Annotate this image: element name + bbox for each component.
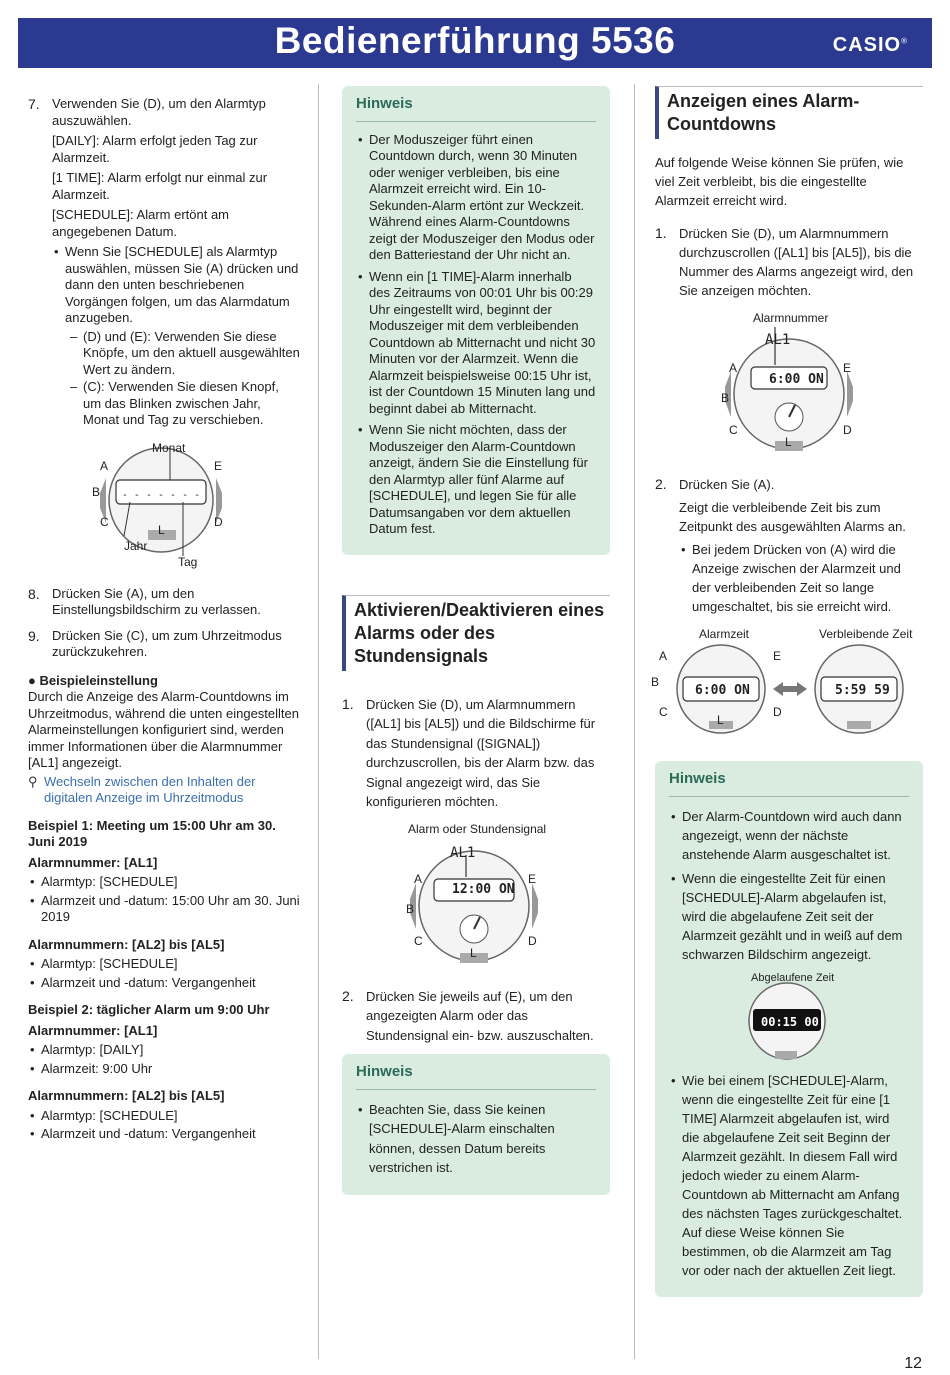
watch-figure-countdown-toggle: Alarmzeit Verbleibende Zeit 6:00 ON 5:59 59 A B C D E L <box>649 625 923 735</box>
column-divider <box>634 84 635 1359</box>
note-box-1: Hinweis • Der Moduszeiger führt einen Countdown durch, wenn 30 Minuten oder weniger verbleiben, bis eine Alarmzeit erreicht wird. Ein 10-Sekunden-Alarm ertönt zur Weckzeit. Während eines Alarm-Countdowns zeigt der Moduszeiger den Modus oder den Batteriestand der Uhr nicht an. • Wenn ein [1 TIME]-Alarm innerhalb des Zeitraums von 00:01 Uhr bis 00:29 Uhr eingestellt wird, beginnt der Moduszeiger mit dem verbleibenden Countdown ab Mitternacht und nicht 30 Minuten vor der Alarmzeit. Wenn die Alarmzeit beispielsweise 00:15 Uhr ist, ist der Countdown 15 Minuten lang und beginnt dabei ab Mitternacht. • Wenn Sie nicht möchten, dass der Moduszeiger den Alarm-Countdown anzeigt, ändern Sie die Einstellung für den Alarmtyp aller fünf Alarme auf [SCHEDULE], und legen Sie für alle Datumsangaben vor dem aktuellen Datum fest. <box>342 86 610 555</box>
note-box-3: Hinweis • Der Alarm-Countdown wird auch dann angezeigt, wenn der nächste anstehende Alarm ausgeschaltet ist. • Wenn die eingestellte Zeit für einen [SCHEDULE]-Alarm abgelaufen ist, wird die abgelaufene Zeit seit der Alarmzeit gezählt und in weiß auf dem schwarzen Bildschirm angezeigt. Abgelaufene Zeit 00:15 00 • Wie bei einem [SCHEDULE]-Alarm, wenn die eingestellte Zeit für eine [1 TIME] Alarmzeit abgelaufen ist, wird die abgelaufene Zeit seit Beginn der Alarmzeit gezählt. In diesem Fall wird jedoch wieder zu einem Alarm-Countdown ab Mitternacht am Anfang des nächsten Tages zurückgeschaltet. Auf diese Weise können Sie bestimmen, ob die Alarmzeit am Tag vor oder nach der aktuellen Zeit liegt. <box>655 761 923 1297</box>
column-3: Anzeigen eines Alarm-Countdowns Auf folgende Weise können Sie prüfen, wie viel Zeit verbleibt, bis die eingestellte Alarmzeit erreicht wird. 1. Drücken Sie (D), um Alarmnummern durchzuscrollen ([AL1] bis [AL5]), bis die Nummer des Alarms angezeigt wird, den Sie anzeigen möchten. Alarmnummer AL1 6:00 ON A B C D E L 2. Drücken Sie (A). Zeigt die verbleibende Zeit bis zum Zeitpunkt des ausgewählten Alarms an. • Bei jedem Drücken von (A) wird die Anzeige zwischen der Alarmzeit und der verbleibenden Zeit so lange umgeschaltet, bis sie erreicht wird. Alarmzeit Verbleibende Zeit 6:00 ON 5:59 59 A B C D E L Hinweis • Der Alarm-Countdown wird auch dann angezeigt, wenn der nächste anstehende Alarm ausgeschaltet ist. • Wenn die eingestellte Zeit für einen [SCHEDULE]-Alarm abgelaufen ist, wird die abgelaufene Zeit seit der Alarmzeit gezählt und in weiß auf dem schwarzen Bildschirm angezeigt. Abgelaufene Zeit 00:15 00 • Wie bei einem [SCHEDULE]-Alarm, wenn die eingestellte Zeit für eine [1 TIME] Alarmzeit abgelaufen ist, wird die abgelaufene Zeit seit Beginn der Alarmzeit gezählt. In diesem Fall wird jedoch wieder zu einem Alarm-Countdown ab Mitternacht am Anfang des nächsten Tages zurückgeschaltet. Auf diese Weise können Sie bestimmen, ob die Alarmzeit am Tag vor oder nach der aktuellen Zeit liegt. <box>655 86 923 1297</box>
step-1: 1. Drücken Sie (D), um Alarmnummern ([AL1] bis [AL5]) und die Bildschirme für das Stundensignal ([SIGNAL]) durchzuscrollen, bis der Alarm bzw. das Signal angezeigt wird, das Sie konfigurieren möchten. <box>342 695 596 809</box>
step-8: 8. Drücken Sie (A), um den Einstellungsbildschirm zu verlassen. <box>28 585 261 617</box>
example-heading: ● Beispieleinstellung <box>28 672 158 688</box>
link-digital-display[interactable]: ⚲ Wechseln zwischen den Inhalten der digitalen Anzeige im Uhrzeitmodus <box>28 773 256 805</box>
page-title: Bedienerführung 5536 <box>274 20 676 61</box>
step-2: 2. Drücken Sie (A). Zeigt die verbleibende Zeit bis zum Zeitpunkt des ausgewählten Alarms an. • Bei jedem Drücken von (A) wird die Anzeige zwischen der Alarmzeit und der verbleibenden Zeit so lange umgeschaltet, bis sie erreicht wird. <box>655 475 923 616</box>
watch-figure-elapsed: Abgelaufene Zeit 00:15 00 <box>669 969 909 1061</box>
page-header <box>18 18 932 68</box>
casio-logo: CASIO® <box>832 34 908 56</box>
page-number: 12 <box>904 1355 922 1372</box>
watch-figure-alarm-signal: Alarm oder Stundensignal AL1 12:00 ON A B C D E L <box>342 821 610 971</box>
magnifier-icon: ⚲ <box>28 773 38 789</box>
column-1: 7. Verwenden Sie (D), um den Alarmtyp auszuwählen. [DAILY]: Alarm erfolgt jeden Tag zur Alarmzeit. [1 TIME]: Alarm erfolgt nur einmal zur Alarmzeit. [SCHEDULE]: Alarm ertönt am angegebenen Datum. • Wenn Sie [SCHEDULE] als Alarmtyp auswählen, müssen Sie (A) drücken und dann den unten beschriebenen Vorgängen folgen, um das Alarmdatum anzugeben. – (D) und (E): Verwenden Sie diese Knöpfe, um den aktuell ausgewählten Wert zu ändern. – (C): Verwenden Sie diesen Knopf, um das Blinken zwischen Jahr, Monat und Tag zu verschieben. - - - - - - - Monat Jahr Tag A B C D E L 8. Drücken Sie (A), um den Einstellungsbildschirm zu verlassen. 9. Drücken Sie (C), um zum Uhrzeitmodus zurückzukehren. ● Beispieleinstellung Durch die Anzeige des Alarm-Countdowns im Uhrzeitmodus, während die unten eingestellten Alarmeinstellungen konfiguriert sind, werden immer Informationen über die Alarmnummer [AL1] angezeigt. ⚲ Wechseln zwischen den Inhalten der digitalen Anzeige im Uhrzeitmodus Beispiel 1: Meeting um 15:00 Uhr am 30. Juni 2019 Alarmnummer: [AL1] • Alarmtyp: [SCHEDULE] • Alarmzeit und -datum: 15:00 Uhr am 30. Juni 2019 Alarmnummern: [AL2] bis [AL5] • Alarmtyp: [SCHEDULE] • Alarmzeit und -datum: Vergangenheit Beispiel 2: täglicher Alarm um 9:00 Uhr Alarmnummer: [AL1] • Alarmtyp: [DAILY] • Alarmzeit: 9:00 Uhr Alarmnummern: [AL2] bis [AL5] • Alarmtyp: [SCHEDULE] • Alarmzeit und -datum: Vergangenheit <box>28 96 300 1145</box>
note-box-2: Hinweis • Beachten Sie, dass Sie keinen [SCHEDULE]-Alarm einschalten können, dessen Datum bereits verstrichen ist. <box>342 1054 610 1195</box>
svg-text:- - - - - - -: - - - - - - - <box>121 489 201 501</box>
section-heading-countdown: Anzeigen eines Alarm-Countdowns <box>655 86 923 139</box>
column-2 <box>342 86 610 1195</box>
column-divider <box>318 84 319 1359</box>
watch-figure-date-setting: - - - - - - - Monat Jahr Tag A B C D E L <box>92 440 223 569</box>
step-2: 2. Drücken Sie jeweils auf (E), um den angezeigten Alarm oder das Stundensignal ein- bzw. auszuschalten. <box>342 987 594 1043</box>
step-7: 7. Verwenden Sie (D), um den Alarmtyp auszuwählen. [DAILY]: Alarm erfolgt jeden Tag zur Alarmzeit. [1 TIME]: Alarm erfolgt nur einmal zur Alarmzeit. [SCHEDULE]: Alarm ertönt am angegebenen Datum. • Wenn Sie [SCHEDULE] als Alarmtyp auswählen, müssen Sie (A) drücken und dann den unten beschriebenen Vorgängen folgen, um das Alarmdatum anzugeben. – (D) und (E): Verwenden Sie diese Knöpfe, um den aktuell ausgewählten Wert zu ändern. – (C): Verwenden Sie diesen Knopf, um das Blinken zwischen Jahr, Monat und Tag zu verschieben. <box>28 96 300 429</box>
watch-figure-alarm-number: Alarmnummer AL1 6:00 ON A B C D E L <box>721 311 852 449</box>
step-9: 9. Drücken Sie (C), um zum Uhrzeitmodus zurückzukehren. <box>28 627 282 659</box>
section-heading-activate: Aktivieren/Deaktivieren eines Alarms oder des Stundensignals <box>342 595 610 671</box>
step-1: 1. Drücken Sie (D), um Alarmnummern durchzuscrollen ([AL1] bis [AL5]), bis die Nummer des Alarms angezeigt wird, den Sie anzeigen möchten. <box>655 225 914 298</box>
